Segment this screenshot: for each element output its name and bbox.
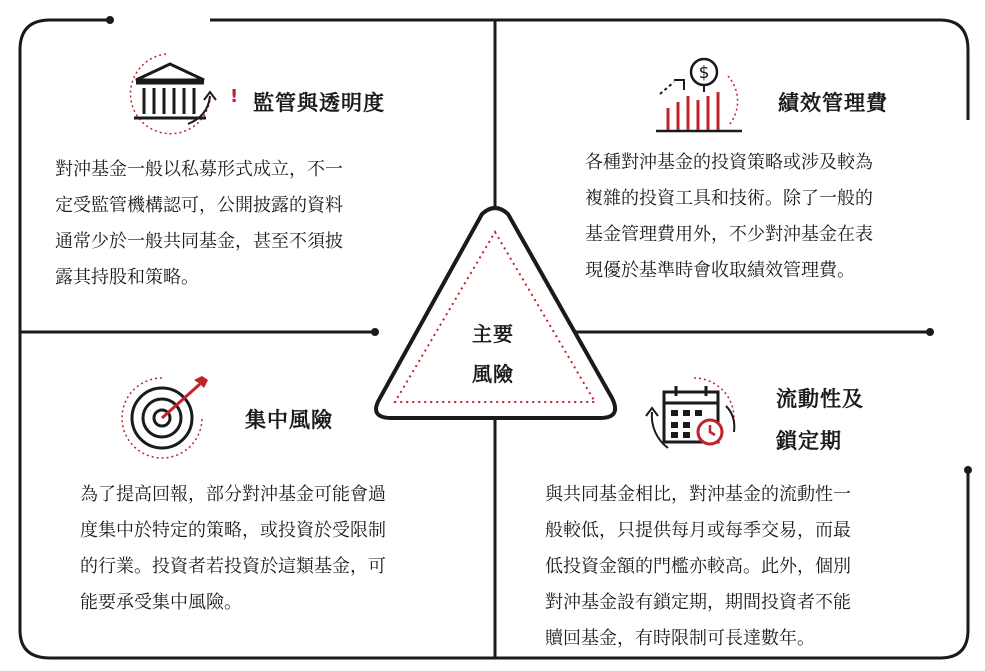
concentration-line: 為了提高回報，部分對沖基金可能會過	[80, 484, 386, 505]
liquidity-line: 贖回基金，有時限制可長達數年。	[545, 628, 815, 649]
center-label	[450, 314, 536, 394]
liquidity-line: 般較低，只提供每月或每季交易，而最	[545, 520, 851, 541]
accent-mark: !	[230, 86, 239, 107]
regulation-text	[55, 152, 343, 296]
performance-fee-title: 績效管理費	[778, 91, 888, 115]
svg-text:$: $	[698, 63, 710, 83]
center-line-1: 主要	[472, 322, 514, 346]
regulation-line: 定受監管機構認可，公開披露的資料	[55, 195, 343, 216]
center-line-2: 風險	[472, 362, 514, 386]
liquidity-line: 低投資金額的門檻亦較高。此外，個別	[545, 556, 851, 577]
liquidity-text	[545, 477, 851, 657]
performance-fee-line: 基金管理費用外，不少對沖基金在表	[585, 224, 873, 245]
regulation-title: 監管與透明度	[253, 91, 385, 115]
performance-fee-line: 複雜的投資工具和技術。除了一般的	[585, 188, 873, 209]
concentration-line: 度集中於特定的策略，或投資於受限制	[80, 520, 386, 541]
bank-building-icon	[118, 50, 228, 140]
regulation-line: 通常少於一般共同基金，甚至不須披	[55, 231, 343, 252]
liquidity-title-line-1: 流動性及	[776, 387, 864, 411]
liquidity-title	[776, 378, 864, 462]
performance-fee-line: 各種對沖基金的投資策略或涉及較為	[585, 152, 873, 173]
liquidity-line: 對沖基金設有鎖定期，期間投資者不能	[545, 592, 851, 613]
performance-fee-line: 現優於基準時會收取績效管理費。	[585, 260, 855, 281]
regulation-line: 露其持股和策略。	[55, 267, 199, 288]
regulation-line: 對沖基金一般以私募形式成立，不一	[55, 159, 343, 180]
concentration-text	[80, 477, 386, 621]
liquidity-line: 與共同基金相比，對沖基金的流動性一	[545, 484, 851, 505]
concentration-line: 的行業。投資者若投資於這類基金，可	[80, 556, 386, 577]
concentration-title: 集中風險	[245, 408, 333, 432]
target-arrow-icon	[118, 372, 218, 462]
calendar-clock-icon	[638, 372, 748, 462]
concentration-line: 能要承受集中風險。	[80, 592, 242, 613]
dollar-growth-chart-icon	[650, 52, 750, 136]
liquidity-title-line-2: 鎖定期	[776, 429, 842, 453]
performance-fee-text	[585, 145, 873, 289]
